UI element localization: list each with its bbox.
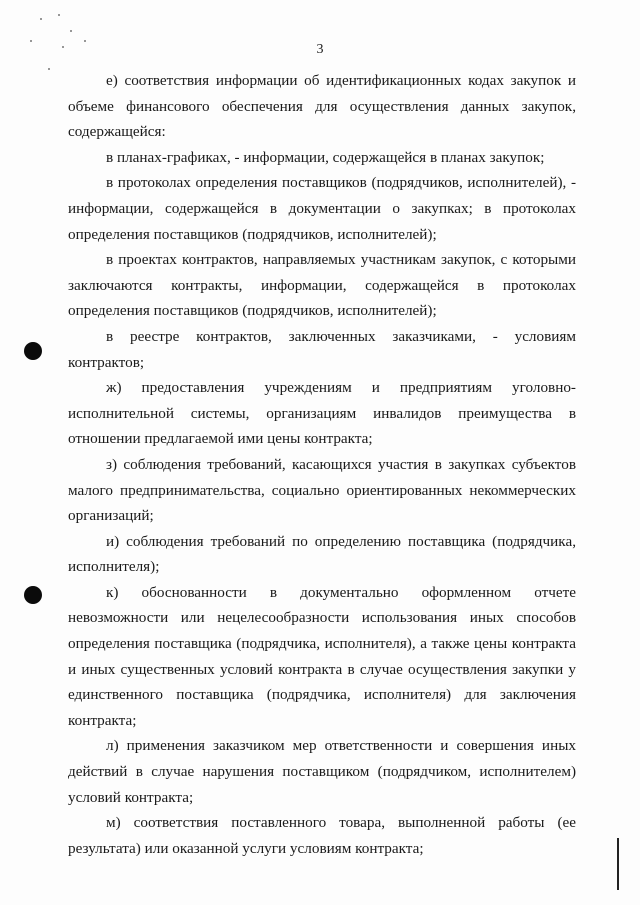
punch-hole: [24, 586, 42, 604]
paragraph-contract-registry: в реестре контрактов, заключенных заказчиками, - условиям контрактов;: [68, 327, 576, 371]
scan-edge-line: [617, 838, 619, 890]
page-number: 3: [316, 42, 324, 57]
paragraph-z: з) соблюдения требований, касающихся участия в закупках субъектов малого предпринимательства, социально ориентированных некоммерческих организаций;: [68, 455, 576, 525]
scan-speck: [40, 18, 42, 20]
scan-speck: [58, 14, 60, 16]
paragraph-k: к) обоснованности в документально оформленном отчете невозможности или нецелесообразности использования иных способов определения поставщика (подрядчика, исполнителя), а также цены контракта и иных существенных условий контракта в случае осуществления закупки у единственного поставщика (подрядчика, исполнителя) для заключения контракта;: [68, 583, 576, 729]
paragraph-m: м) соответствия поставленного товара, выполненной работы (ее результата) или оказанной услуги условиям контракта;: [68, 814, 576, 857]
scan-speck: [70, 30, 72, 32]
scan-speck: [48, 68, 50, 70]
paragraph-e: е) соответствия информации об идентификационных кодах закупок и объеме финансового обеспечения для осуществления данных закупок, содержащейся:: [68, 72, 576, 141]
paragraph-contract-drafts: в проектах контрактов, направляемых участникам закупок, с которыми заключаются контракты, информации, содержащейся в протоколах определения поставщиков (подрядчиков, исполнителей);: [68, 251, 576, 320]
punch-hole: [24, 342, 42, 360]
paragraph-protocols: в протоколах определения поставщиков (подрядчиков, исполнителей), - информации, содержащейся в документации о закупках; в протоколах определения поставщиков (подрядчиков, исполнителей);: [68, 174, 576, 243]
paragraph-plan-schedules: в планах-графиках, - информации, содержащейся в планах закупок;: [106, 148, 545, 166]
paragraph-zh: ж) предоставления учреждениям и предприятиям уголовно-исполнительной системы, организациям инвалидов преимущества в отношении предлагаемой ими цены контракта;: [68, 379, 576, 448]
document-body: [68, 68, 576, 861]
paragraph-i: и) соблюдения требований по определению поставщика (подрядчика, исполнителя);: [68, 532, 576, 576]
paragraph-l: л) применения заказчиком мер ответственности и совершения иных действий в случае нарушения поставщиком (подрядчиком, исполнителем) условий контракта;: [68, 737, 576, 806]
